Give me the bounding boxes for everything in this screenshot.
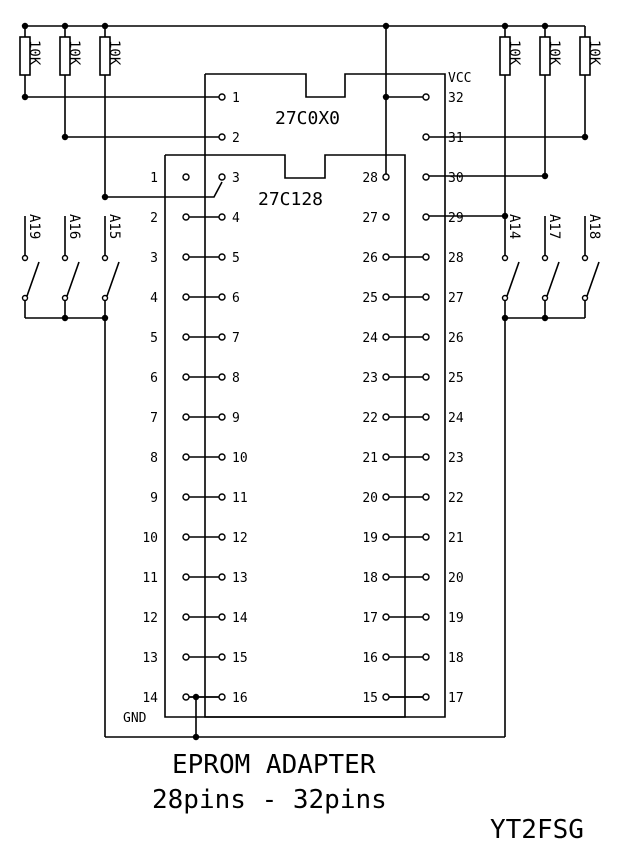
inner-left-pin-pad: [183, 654, 189, 660]
inner-right-pin-pad: [383, 174, 389, 180]
switch-right-1-contact-bottom: [543, 296, 548, 301]
title-line-2: 28pins - 32pins: [152, 785, 387, 815]
inner-right-pin-pad: [383, 574, 389, 580]
switch-left-1-contact-bottom: [63, 296, 68, 301]
switch-left-2-blade: [107, 262, 119, 296]
inner-right-pin-pad: [383, 454, 389, 460]
inner-left-pin-pad: [183, 534, 189, 540]
inner-left-pin-pad: [183, 254, 189, 260]
junction-dot: [102, 315, 108, 321]
outer-left-pin-pad: [219, 694, 225, 700]
switch-address-label: A17: [546, 214, 562, 240]
outer-chip-name: 27C0X0: [275, 108, 341, 129]
outer-right-pin-pad: [423, 174, 429, 180]
switch-right-0-contact-top: [503, 256, 508, 261]
junction-dot: [193, 694, 199, 700]
switch-left-1-contact-top: [63, 256, 68, 261]
inner-left-pin-pad: [183, 374, 189, 380]
outer-right-pin-pad: [423, 494, 429, 500]
switch-address-label: A14: [506, 214, 522, 240]
inner-pin-label-right: 15: [362, 691, 378, 706]
inner-left-pin-pad: [183, 494, 189, 500]
switch-right-2-contact-bottom: [583, 296, 588, 301]
outer-left-pin-pad: [219, 534, 225, 540]
inner-right-pin-pad: [383, 654, 389, 660]
inner-right-pin-pad: [383, 254, 389, 260]
outer-pin-label-left: 6: [232, 291, 240, 306]
inner-pin-label-right: 18: [362, 571, 378, 586]
inner-pin-label-left: 11: [142, 571, 158, 586]
resistor-value-label: 10K: [586, 40, 602, 66]
inner-pin-label-left: 3: [150, 251, 158, 266]
switch-address-label: A18: [586, 214, 602, 240]
outer-left-pin-pad: [219, 574, 225, 580]
inner-pin-label-left: 13: [142, 651, 158, 666]
outer-pin-label-right: 19: [448, 611, 464, 626]
inner-pin-label-left: 10: [142, 531, 158, 546]
outer-right-pin-pad: [423, 534, 429, 540]
junction-dot: [502, 315, 508, 321]
junction-dot: [383, 94, 389, 100]
outer-pin-label-left: 9: [232, 411, 240, 426]
inner-pin-label-right: 21: [362, 451, 378, 466]
inner-pin-label-right: 25: [362, 291, 378, 306]
inner-left-pin-pad: [183, 454, 189, 460]
outer-right-pin-pad: [423, 254, 429, 260]
inner-pin-label-left: 9: [150, 491, 158, 506]
switch-right-0-blade: [507, 262, 519, 296]
switch-left-0-contact-bottom: [23, 296, 28, 301]
inner-right-pin-pad: [383, 294, 389, 300]
labels: [26, 40, 602, 845]
junction-dot: [102, 23, 108, 29]
inner-right-pin-pad: [383, 374, 389, 380]
outer-right-pin-pad: [423, 614, 429, 620]
outer-right-pin-pad: [423, 94, 429, 100]
inner-pin-label-right: 20: [362, 491, 378, 506]
outer-pin-label-right: 26: [448, 331, 464, 346]
switch-left-0-blade: [27, 262, 39, 296]
inner-left-pin-pad: [183, 294, 189, 300]
inner-right-pin-pad: [383, 414, 389, 420]
inner-pin-label-left: 5: [150, 331, 158, 346]
wiring: [20, 26, 599, 737]
inner-pin-label-left: 14: [142, 691, 158, 706]
outer-left-pin-pad: [219, 254, 225, 260]
junction-dot: [582, 134, 588, 140]
outer-left-pin-pad: [219, 134, 225, 140]
inner-pin-label-right: 19: [362, 531, 378, 546]
junction-dot: [62, 23, 68, 29]
inner-pin-label-left: 1: [150, 171, 158, 186]
inner-pin-label-left: 7: [150, 411, 158, 426]
junction-dot: [542, 315, 548, 321]
outer-pin-label-left: 3: [232, 171, 240, 186]
outer-right-pin-pad: [423, 374, 429, 380]
switch-left-1-blade: [67, 262, 79, 296]
resistor-value-label: 10K: [106, 40, 122, 66]
outer-pin-label-right: 27: [448, 291, 464, 306]
outer-right-pin-pad: [423, 654, 429, 660]
vcc-label: VCC: [448, 71, 472, 86]
title-line-1: EPROM ADAPTER: [172, 750, 376, 780]
inner-left-pin-pad: [183, 574, 189, 580]
outer-left-pin-pad: [219, 494, 225, 500]
outer-pin-label-right: 22: [448, 491, 464, 506]
junction-dot: [383, 23, 389, 29]
junction-dot: [193, 734, 199, 740]
junction-dot: [502, 23, 508, 29]
resistor-value-label: 10K: [66, 40, 82, 66]
junction-dot: [62, 315, 68, 321]
outer-left-pin-pad: [219, 174, 225, 180]
outer-right-pin-pad: [423, 454, 429, 460]
outer-left-pin-pad: [219, 454, 225, 460]
inner-right-pin-pad: [383, 494, 389, 500]
outer-pin-label-left: 7: [232, 331, 240, 346]
resistor-value-label: 10K: [506, 40, 522, 66]
outer-pin-label-left: 15: [232, 651, 248, 666]
junction-dot: [22, 94, 28, 100]
outer-pin-label-right: 32: [448, 91, 464, 106]
outer-left-pin-pad: [219, 374, 225, 380]
inner-pin-label-left: 6: [150, 371, 158, 386]
outer-pin-label-left: 5: [232, 251, 240, 266]
switch-address-label: A16: [66, 214, 82, 240]
inner-left-pin-pad: [183, 174, 189, 180]
switch-right-2-contact-top: [583, 256, 588, 261]
inner-left-pin-pad: [183, 614, 189, 620]
author-callsign: YT2FSG: [490, 815, 584, 845]
outer-pin-label-right: 24: [448, 411, 464, 426]
inner-left-pin-pad: [183, 214, 189, 220]
outer-right-pin-pad: [423, 334, 429, 340]
inner-pin-label-right: 28: [362, 171, 378, 186]
outer-pin-label-right: 25: [448, 371, 464, 386]
switch-right-1-contact-top: [543, 256, 548, 261]
outer-pin-label-right: 21: [448, 531, 464, 546]
inner-pin-label-left: 4: [150, 291, 158, 306]
inner-pin-label-right: 23: [362, 371, 378, 386]
outer-pin-label-left: 16: [232, 691, 248, 706]
outer-pin-label-left: 2: [232, 131, 240, 146]
outer-right-pin-pad: [423, 574, 429, 580]
outer-pin-label-left: 11: [232, 491, 248, 506]
switch-address-label: A19: [26, 214, 42, 240]
outer-left-pin-pad: [219, 214, 225, 220]
outer-pin-label-right: 31: [448, 131, 464, 146]
switch-left-0-contact-top: [23, 256, 28, 261]
inner-pin-label-right: 24: [362, 331, 378, 346]
inner-pin-label-right: 16: [362, 651, 378, 666]
outer-pin-label-right: 30: [448, 171, 464, 186]
outer-pin-label-left: 1: [232, 91, 240, 106]
switch-left-2-contact-bottom: [103, 296, 108, 301]
switch-left-2-contact-top: [103, 256, 108, 261]
inner-right-pin-pad: [383, 614, 389, 620]
outer-right-pin-pad: [423, 414, 429, 420]
inner-left-pin-pad: [183, 334, 189, 340]
inner-pin-label-left: 12: [142, 611, 158, 626]
outer-right-pin-pad: [423, 294, 429, 300]
outer-right-pin-pad: [423, 694, 429, 700]
inner-chip-name: 27C128: [258, 189, 324, 210]
inner-pin-label-left: 2: [150, 211, 158, 226]
outer-pin-label-right: 17: [448, 691, 464, 706]
resistor-value-label: 10K: [546, 40, 562, 66]
inner-right-pin-pad: [383, 694, 389, 700]
inner-left-pin-pad: [183, 694, 189, 700]
junction-dot: [542, 173, 548, 179]
inner-pin-label-right: 27: [362, 211, 378, 226]
inner-pin-label-right: 22: [362, 411, 378, 426]
junction-dots: [22, 23, 588, 740]
outer-pin-label-left: 13: [232, 571, 248, 586]
outer-pin-label-right: 23: [448, 451, 464, 466]
resistor-value-label: 10K: [26, 40, 42, 66]
outer-left-pin-pad: [219, 614, 225, 620]
outer-pin-label-right: 28: [448, 251, 464, 266]
inner-pin-label-left: 8: [150, 451, 158, 466]
outer-left-pin-pad: [219, 414, 225, 420]
inner-pin-label-right: 17: [362, 611, 378, 626]
outer-pin-label-right: 29: [448, 211, 464, 226]
switch-right-1-blade: [547, 262, 559, 296]
outer-pin-label-left: 10: [232, 451, 248, 466]
inner-chip-outline: [165, 155, 405, 717]
inner-pin-label-right: 26: [362, 251, 378, 266]
switch-right-2-blade: [587, 262, 599, 296]
inner-right-pin-pad: [383, 534, 389, 540]
outer-left-pin-pad: [219, 294, 225, 300]
outer-left-pin-pad: [219, 654, 225, 660]
junction-dot: [62, 134, 68, 140]
inner-left-pin-pad: [183, 414, 189, 420]
inner-right-pin-pad: [383, 214, 389, 220]
outer-right-pin-pad: [423, 214, 429, 220]
switch-right-0-contact-bottom: [503, 296, 508, 301]
outer-pin-label-right: 18: [448, 651, 464, 666]
outer-left-pin-pad: [219, 334, 225, 340]
outer-pin-label-right: 20: [448, 571, 464, 586]
junction-dot: [542, 23, 548, 29]
outer-pin-label-left: 14: [232, 611, 248, 626]
outer-left-pin-pad: [219, 94, 225, 100]
outer-pin-label-left: 12: [232, 531, 248, 546]
junction-dot: [102, 194, 108, 200]
gnd-label: GND: [123, 711, 147, 726]
outer-pin-label-left: 8: [232, 371, 240, 386]
outer-right-pin-pad: [423, 134, 429, 140]
outer-pin-label-left: 4: [232, 211, 240, 226]
switch-address-label: A15: [106, 214, 122, 240]
inner-right-pin-pad: [383, 334, 389, 340]
junction-dot: [22, 23, 28, 29]
